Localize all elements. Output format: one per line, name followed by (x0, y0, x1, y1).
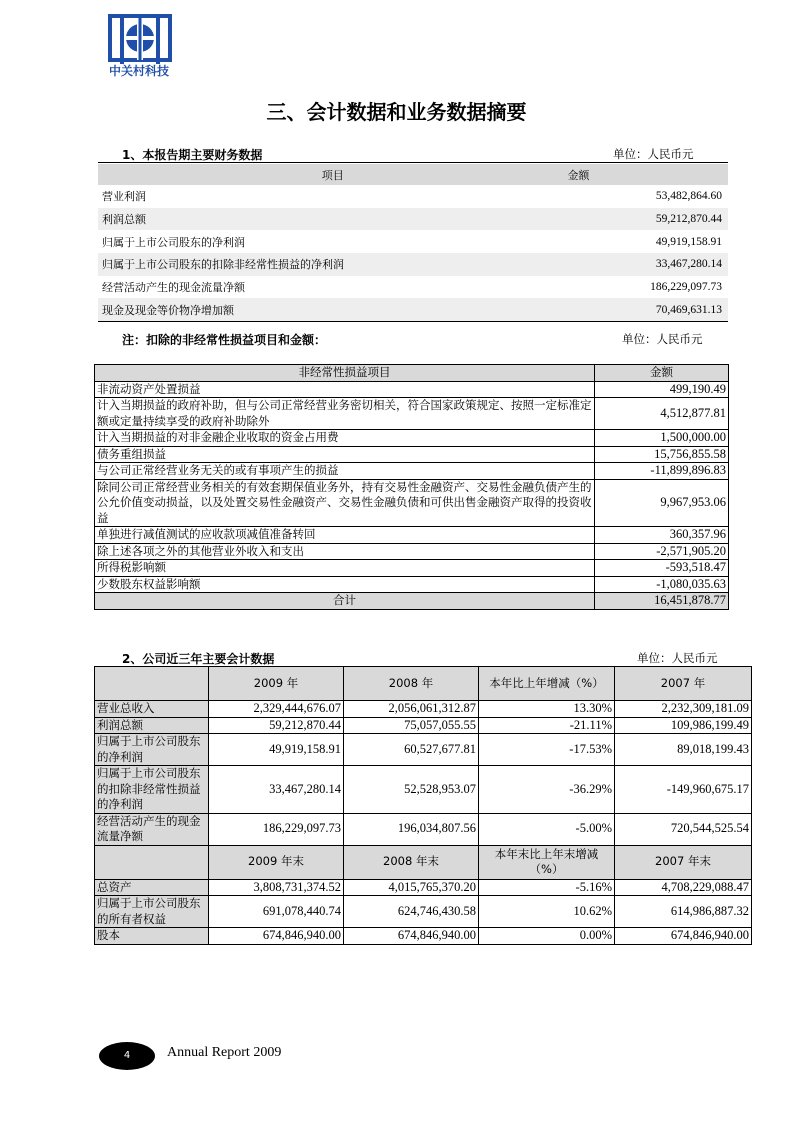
cell: 624,746,430.58 (344, 896, 479, 928)
page-title: 三、会计数据和业务数据摘要 (266, 100, 527, 124)
cell: -21.11% (479, 717, 615, 734)
row-label: 归属于上市公司股东的扣除非经常性损益的净利润 (95, 766, 209, 814)
row-label: 归属于上市公司股东的净利润 (95, 734, 209, 766)
table-row (95, 543, 729, 560)
table-row (95, 576, 729, 593)
financial-summary-table (98, 164, 728, 321)
section1-unit: 单位：人民币元 (613, 147, 694, 161)
row-label: 计入当期损益的政府补助，但与公司正常经营业务密切相关，符合国家政策规定、按照一定标准定额或定量持续享受的政府补助除外 (95, 398, 595, 430)
row-value: 9,967,953.06 (595, 479, 729, 527)
section1-rule (98, 162, 728, 163)
table-header-row (95, 365, 729, 382)
cell: -5.16% (479, 879, 615, 896)
column-header-amount: 金额 (595, 365, 729, 382)
table-row (95, 479, 729, 527)
row-label: 除同公司正常经营业务相关的有效套期保值业务外，持有交易性金融资产、交易性金融负债产生的公允价值变动损益，以及处置交易性金融资产、交易性金融负债和可供出售金融资产取得的投资收益 (95, 479, 595, 527)
row-value: 360,357.96 (595, 527, 729, 544)
row-label: 归属于上市公司股东的扣除非经常性损益的净利润 (98, 253, 567, 276)
total-label: 合计 (95, 593, 595, 610)
cell: -17.53% (479, 734, 615, 766)
row-label: 经营活动产生的现金流量净额 (95, 813, 209, 845)
row-value: -1,080,035.63 (595, 576, 729, 593)
row-label: 归属于上市公司股东的所有者权益 (95, 896, 209, 928)
cell: 691,078,440.74 (209, 896, 344, 928)
row-value: -593,518.47 (595, 560, 729, 577)
cell: -149,960,675.17 (615, 766, 752, 814)
row-label: 总资产 (95, 879, 209, 896)
cell: -36.29% (479, 766, 615, 814)
row-label: 少数股东权益影响额 (95, 576, 595, 593)
row-label: 非流动资产处置损益 (95, 381, 595, 398)
non-recurring-items-table (94, 364, 729, 610)
section1-bottom-rule (98, 321, 728, 322)
three-year-data-table (94, 666, 752, 945)
row-label: 股本 (95, 928, 209, 945)
company-name: 中关村科技 (108, 64, 169, 78)
section1-title: 1、本报告期主要财务数据 (122, 148, 263, 162)
table-row (95, 527, 729, 544)
table-row (98, 298, 728, 321)
table-header-row (95, 667, 752, 701)
total-row (95, 593, 729, 610)
table-row (95, 560, 729, 577)
row-value: 499,190.49 (595, 381, 729, 398)
cell: 109,986,199.49 (615, 717, 752, 734)
table-row (98, 185, 728, 208)
cell: -5.00% (479, 813, 615, 845)
cell: 4,708,229,088.47 (615, 879, 752, 896)
row-value: 1,500,000.00 (595, 430, 729, 447)
row-label: 营业利润 (102, 190, 146, 204)
row-value: 33,467,280.14 (567, 253, 728, 276)
table-row (98, 208, 728, 231)
row-label: 单独进行减值测试的应收款项减值准备转回 (95, 527, 595, 544)
row-label: 利润总额 (95, 717, 209, 734)
table-row (95, 813, 752, 845)
table-row (95, 928, 752, 945)
section2-title: 2、公司近三年主要会计数据 (122, 652, 275, 666)
table-row (98, 230, 728, 253)
row-label: 利润总额 (98, 208, 567, 231)
row-value: 53,482,864.60 (655, 190, 722, 203)
cell: 674,846,940.00 (209, 928, 344, 945)
row-value: -2,571,905.20 (595, 543, 729, 560)
cell: 720,544,525.54 (615, 813, 752, 845)
cell: 0.00% (479, 928, 615, 945)
row-label: 营业总收入 (95, 701, 209, 718)
table-row (95, 717, 752, 734)
cell: 2,056,061,312.87 (344, 701, 479, 718)
table-row (98, 276, 728, 299)
page-number: 4 (99, 1042, 155, 1070)
note-title: 注：扣除的非经常性损益项目和金额： (122, 333, 327, 347)
table-row (95, 766, 752, 814)
column-header (95, 667, 209, 701)
cell: 10.62% (479, 896, 615, 928)
row-label: 债务重组损益 (95, 446, 595, 463)
cell: 674,846,940.00 (344, 928, 479, 945)
table-row (95, 896, 752, 928)
row-value: -11,899,896.83 (595, 463, 729, 480)
table-row (95, 446, 729, 463)
column-header: 2007 年末 (615, 845, 752, 879)
cell: 75,057,055.55 (344, 717, 479, 734)
row-value: 4,512,877.81 (595, 398, 729, 430)
cell: 196,034,807.56 (344, 813, 479, 845)
cell: 614,986,887.32 (615, 896, 752, 928)
cell: 2,232,309,181.09 (615, 701, 752, 718)
table-row (95, 430, 729, 447)
column-header (95, 845, 209, 879)
row-label: 计入当期损益的对非金融企业收取的资金占用费 (95, 430, 595, 447)
footer-text: Annual Report 2009 (167, 1045, 282, 1060)
cell: 33,467,280.14 (209, 766, 344, 814)
table-row (95, 701, 752, 718)
note-unit: 单位：人民币元 (622, 332, 703, 346)
row-label: 现金及现金等价物净增加额 (98, 298, 567, 321)
cell: 52,528,953.07 (344, 766, 479, 814)
row-label: 经营活动产生的现金流量净额 (102, 281, 245, 295)
row-label: 所得税影响额 (95, 560, 595, 577)
section2-unit: 单位：人民币元 (637, 651, 718, 665)
row-value: 15,756,855.58 (595, 446, 729, 463)
table-row (95, 734, 752, 766)
column-header: 2007 年 (615, 667, 752, 701)
table-row (98, 253, 728, 276)
cell: 3,808,731,374.52 (209, 879, 344, 896)
row-value: 59,212,870.44 (567, 208, 728, 231)
column-header-item: 项目 (98, 164, 567, 185)
cell: 13.30% (479, 701, 615, 718)
cell: 60,527,677.81 (344, 734, 479, 766)
row-value: 186,229,097.73 (650, 281, 722, 294)
cell: 4,015,765,370.20 (344, 879, 479, 896)
table-header-row (98, 164, 728, 185)
column-header-item: 非经常性损益项目 (95, 365, 595, 382)
row-value: 70,469,631.13 (567, 298, 728, 321)
column-header: 本年末比上年末增减（%） (479, 845, 615, 879)
total-value: 16,451,878.77 (595, 593, 729, 610)
cell: 89,018,199.43 (615, 734, 752, 766)
table-row (95, 463, 729, 480)
row-label: 归属于上市公司股东的净利润 (102, 235, 245, 249)
column-header: 2008 年末 (344, 845, 479, 879)
row-value: 49,919,158.91 (655, 235, 722, 248)
column-header: 2009 年末 (209, 845, 344, 879)
table-row (95, 398, 729, 430)
table-row (95, 879, 752, 896)
cell: 59,212,870.44 (209, 717, 344, 734)
cell: 49,919,158.91 (209, 734, 344, 766)
row-label: 与公司正常经营业务无关的或有事项产生的损益 (95, 463, 595, 480)
cell: 2,329,444,676.07 (209, 701, 344, 718)
table-row (95, 381, 729, 398)
cell: 186,229,097.73 (209, 813, 344, 845)
column-header-amount: 金额 (567, 164, 728, 185)
table-header-row (95, 845, 752, 879)
column-header: 2008 年 (344, 667, 479, 701)
row-label: 除上述各项之外的其他营业外收入和支出 (95, 543, 595, 560)
cell: 674,846,940.00 (615, 928, 752, 945)
column-header: 2009 年 (209, 667, 344, 701)
column-header: 本年比上年增减（%） (479, 667, 615, 701)
